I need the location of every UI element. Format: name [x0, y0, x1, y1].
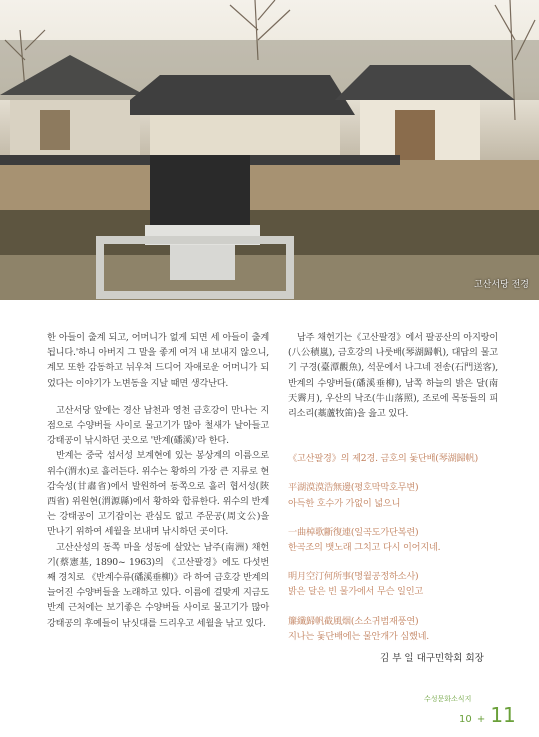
- poem-title: 《고산팔경》의 제2경. 금호의 돛단배(琴湖歸帆): [288, 453, 478, 465]
- paragraph: 고산서당 앞에는 경산 남천과 영천 금호강이 만나는 지점으로 수양버들 사이로 물고기가 많아 철새가 날아들고 강태공이 낚시하던 곳으로 '반계(磻溪)'라 한다.: [47, 404, 269, 447]
- magazine-name: 수성문화소식지: [424, 695, 472, 703]
- poem-line: 아득한 호수가 가없이 넓으니: [288, 497, 401, 509]
- poem-line: 平湖漠漠浩無邊(평호막막호무변): [288, 482, 419, 494]
- poem-line: 簾纖歸帆截風烟(소소귀범재풍연): [288, 615, 419, 627]
- page-separator: +: [476, 714, 486, 725]
- poem-line: 明月空汀何所事(명월공정하소사): [288, 571, 419, 583]
- poem: [288, 451, 498, 644]
- poem-line: 밝은 달은 빈 물가에서 무슨 일인고: [288, 586, 424, 598]
- poem-line: 한곡조의 뱃노래 그치고 다시 이어지네.: [288, 542, 441, 554]
- right-column: [288, 330, 498, 644]
- poem-line: 一曲棹歌斷復連(일곡도가단복련): [288, 526, 419, 538]
- paragraph: 남주 채헌기는《고산팔경》에서 팔공산의 아지랑이(八公積嵐), 금호강의 나룻배(琴湖歸帆), 대답의 물고기 구경(臺潭觀魚), 석문에서 나그네 전송(石門送客), 반계의 수양버들(磻溪垂柳), 남쪽 하늘의 밝은 달(南天霽月), 우산의 낙조(牛山落照), 조로에 목동들의 피리소리(藁蘆牧笛)을 읊고 있다.: [288, 332, 498, 420]
- seodang-photo-illustration: [0, 0, 539, 300]
- page-number-right: 11: [490, 703, 516, 727]
- page-number: [459, 703, 516, 727]
- page-number-left: 10: [459, 714, 472, 725]
- cover-photo: [0, 0, 539, 300]
- left-column: [47, 330, 269, 631]
- paragraph: 반계는 중국 섬서성 보계현에 있는 봉상계의 이름으로 위수(渭水)로 흘러든다. 위수는 황하의 가장 큰 지류로 현 감숙성(甘肅省)에서 발원하여 동쪽으로 흘러 협서성(陝西省) 위원현(渭源縣)에서 황하와 합류한다. 위수의 반계는 강태공이 고기잡이는 관심도 없고 주문공(周文公)을 만나기 위하여 세월을 보내며 낚시하던 곳이다.: [47, 450, 269, 538]
- author-credit: 김 부 일 대구민학회 회장: [380, 653, 484, 664]
- paragraph: 한 아들이 출계 되고, 어머니가 없게 되면 세 아들이 출계 됩니다.'하니 아버지 그 말을 좋게 여겨 내 보내지 않으니, 계모 또한 감동하고 뉘우쳐 드디어 자애로운 어머니가 되었다는 이야기가 노변동을 지날 때면 생각난다.: [47, 332, 269, 389]
- paragraph: 고산산성의 동쪽 마을 성동에 살았는 남주(南洲) 채헌기(蔡憲基, 1890~ 1963)의 《고산팔경》에도 다섯번째 경치로 《반계수류(磻溪垂柳)》라 하여 금호강 반계의 늘어진 수양버들을 노래하고 있다. 이름에 걸맞게 지금도 반계 근처에는 보기좋은 수양버들 사이로 물고기가 많아 강태공의 후예들이 낚싯대를 드리우고 세월을 낚고 있다.: [47, 541, 269, 629]
- photo-caption: 고산서당 전경: [473, 280, 529, 290]
- poem-line: 지나는 돛단배에는 물안개가 심했네.: [288, 630, 430, 642]
